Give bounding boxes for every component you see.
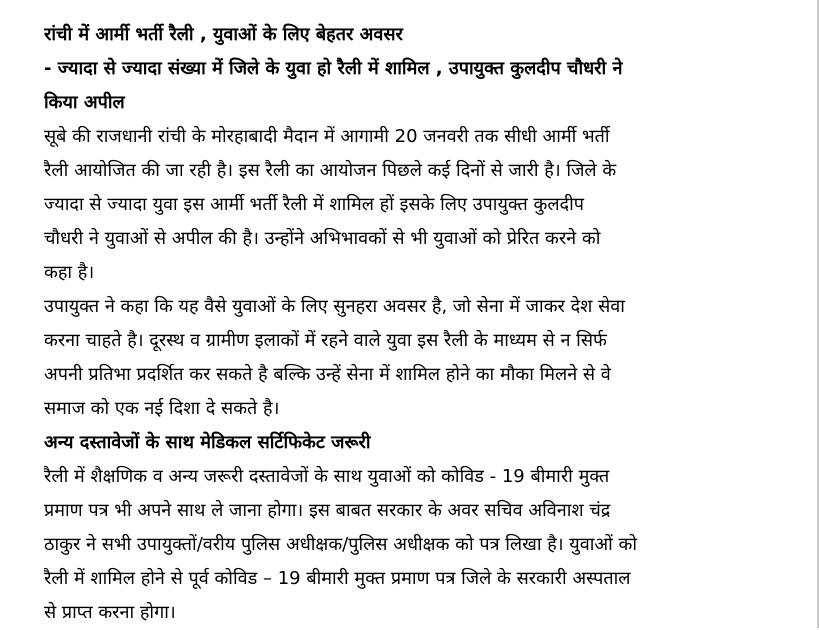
section-heading: अन्य दस्तावेजों के साथ मेडिकल सर्टिफिकेट जरूरी (44, 432, 371, 453)
paragraph-line: कहा है। (44, 262, 95, 283)
paragraph-line: समाज को एक नई दिशा दे सकते है। (44, 398, 280, 419)
headline: रांची में आर्मी भर्ती रैली , युवाओं के लिए बेहतर अवसर (44, 24, 403, 45)
paragraph-line: ज्यादा से ज्यादा युवा इस आर्मी भर्ती रैली में शामिल हों इसके लिए उपायुक्त कुलदीप (44, 194, 584, 215)
subheadline-line: किया अपील (44, 92, 125, 113)
subheadline (44, 52, 796, 120)
paragraph-line: सूबे की राजधानी रांची के मोरहाबादी मैदान में आगामी 20 जनवरी तक सीधी आर्मी भर्ती (44, 126, 610, 147)
paragraph-line: से प्राप्त करना होगा। (44, 602, 176, 623)
paragraph-line: रैली में शामिल होने से पूर्व कोविड – 19 बीमारी मुक्त प्रमाण पत्र जिले के सरकारी अस्पताल (44, 568, 631, 589)
paragraph-line: प्रमाण पत्र भी अपने साथ ले जाना होगा। इस बाबत सरकार के अवर सचिव अविनाश चंद्र (44, 500, 611, 521)
paragraph-line: रैली आयोजित की जा रही है। इस रैली का आयोजन पिछले कई दिनों से जारी है। जिले के (44, 160, 617, 181)
paragraph-line: अपनी प्रतिभा प्रदर्शित कर सकते है बल्कि उन्हें सेना में शामिल होने का मौका मिलने से वे (44, 364, 611, 385)
paragraph-line: ठाकुर ने सभी उपायुक्तों/वरीय पुलिस अधीक्षक/पुलिस अधीक्षक को पत्र लिखा है। युवाओं को (44, 534, 638, 555)
subheadline-line: - ज्यादा से ज्यादा संख्या में जिले के युवा हो रैली में शामिल , उपायुक्त कुलदीप चौधरी ने (44, 58, 623, 79)
paragraph-2 (44, 290, 796, 426)
paragraph-line: उपायुक्त ने कहा कि यह वैसे युवाओं के लिए सुनहरा अवसर है, जो सेना में जाकर देश सेवा (44, 296, 625, 317)
paragraph-1 (44, 120, 796, 290)
paragraph-line: चौधरी ने युवाओं से अपील की है। उन्होंने अभिभावकों से भी युवाओं को प्रेरित करने को (44, 228, 601, 249)
paragraph-3 (44, 460, 796, 630)
paragraph-line: रैली में शैक्षणिक व अन्य जरूरी दस्तावेजों के साथ युवाओं को कोविड - 19 बीमारी मुक्त (44, 466, 610, 487)
paragraph-line: करना चाहते है। दूरस्थ व ग्रामीण इलाकों में रहने वाले युवा इस रैली के माध्यम से न सिर्फ (44, 330, 607, 351)
article-body (44, 18, 796, 630)
